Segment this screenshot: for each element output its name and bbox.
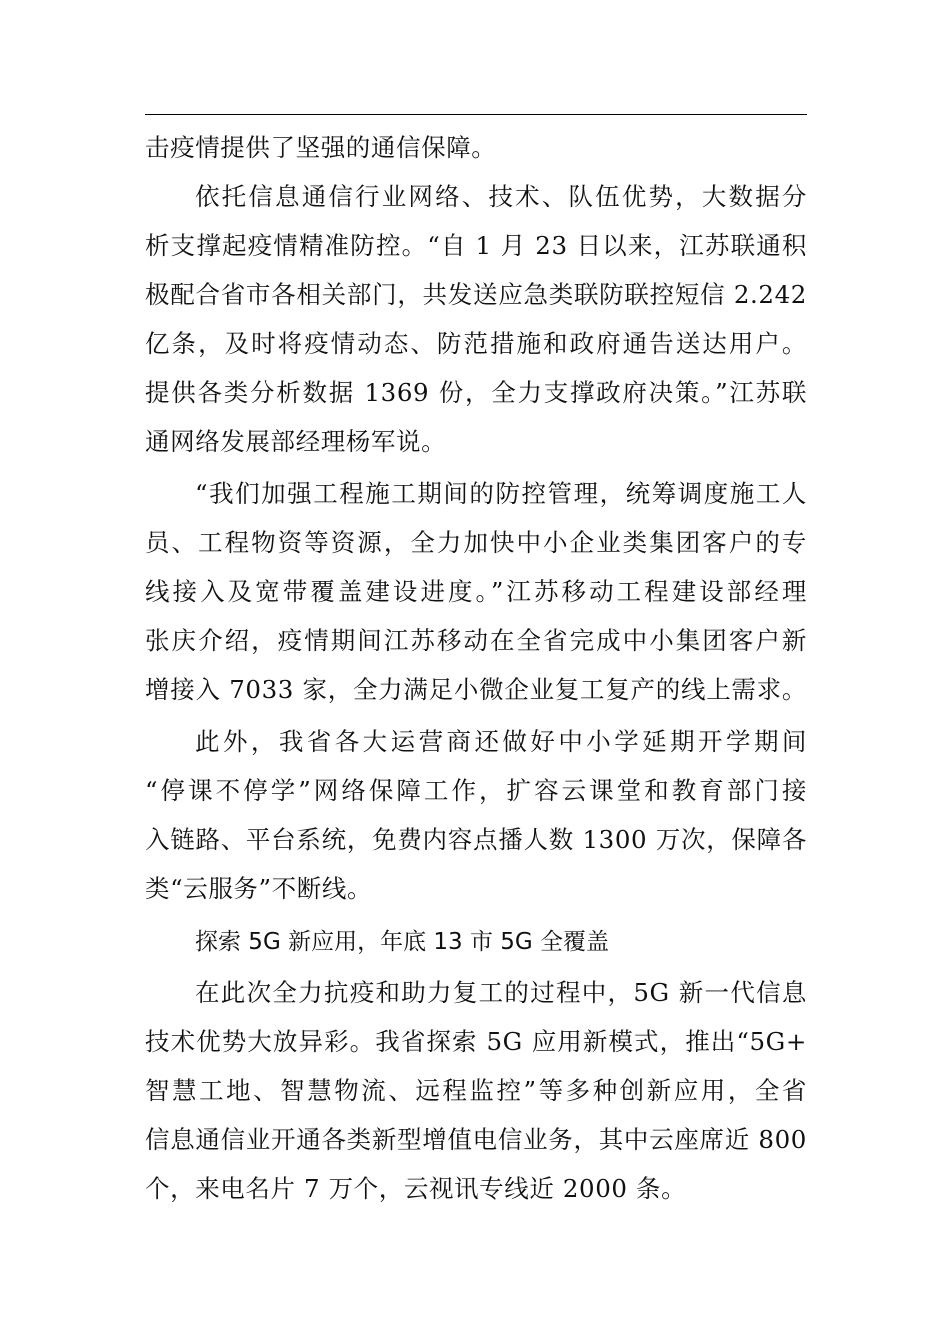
text-line-10: 线接入及宽带覆盖建设进度。”江苏移动工程建设部经理 (145, 577, 807, 606)
text-line-3: 析支撑起疫情精准防控。“自 1 月 23 日以来，江苏联通积 (145, 231, 807, 260)
text-line-20: 信息通信业开通各类新型增值电信业务，其中云座席近 800 (145, 1125, 807, 1154)
text-line-19: 智慧工地、智慧物流、远程监控”等多种创新应用，全省 (145, 1076, 807, 1105)
text-line-13: 此外，我省各大运营商还做好中小学延期开学期间 (195, 727, 807, 756)
text-line-14: “停课不停学”网络保障工作，扩容云课堂和教育部门接 (145, 776, 807, 805)
text-line-21: 个，来电名片 7 万个，云视讯专线近 2000 条。 (145, 1174, 687, 1203)
text-line-1: 击疫情提供了坚强的通信保障。 (145, 133, 497, 162)
text-line-6: 提供各类分析数据 1369 份，全力支撑政府决策。”江苏联 (145, 378, 807, 407)
text-line-17: 在此次全力抗疫和助力复工的过程中，5G 新一代信息 (195, 978, 807, 1007)
header-rule (145, 114, 807, 115)
text-line-4: 极配合省市各相关部门，共发送应急类联防联控短信 2.242 (145, 280, 807, 309)
text-line-12: 增接入 7033 家，全力满足小微企业复工复产的线上需求。 (145, 675, 807, 704)
text-line-5: 亿条，及时将疫情动态、防范措施和政府通告送达用户。 (145, 329, 807, 358)
section-heading: 探索 5G 新应用，年底 13 市 5G 全覆盖 (195, 929, 610, 955)
text-line-9: 员、工程物资等资源，全力加快中小企业类集团客户的专 (145, 528, 807, 557)
text-line-16: 类“云服务”不断线。 (145, 874, 373, 903)
text-line-15: 入链路、平台系统，免费内容点播人数 1300 万次，保障各 (145, 825, 807, 854)
text-line-8: “我们加强工程施工期间的防控管理，统筹调度施工人 (195, 479, 807, 508)
text-line-18: 技术优势大放异彩。我省探索 5G 应用新模式，推出“5G+ (145, 1027, 807, 1056)
text-line-7: 通网络发展部经理杨军说。 (145, 427, 447, 456)
text-line-2: 依托信息通信行业网络、技术、队伍优势，大数据分 (195, 182, 807, 211)
text-line-11: 张庆介绍，疫情期间江苏移动在全省完成中小集团客户新 (145, 626, 807, 655)
